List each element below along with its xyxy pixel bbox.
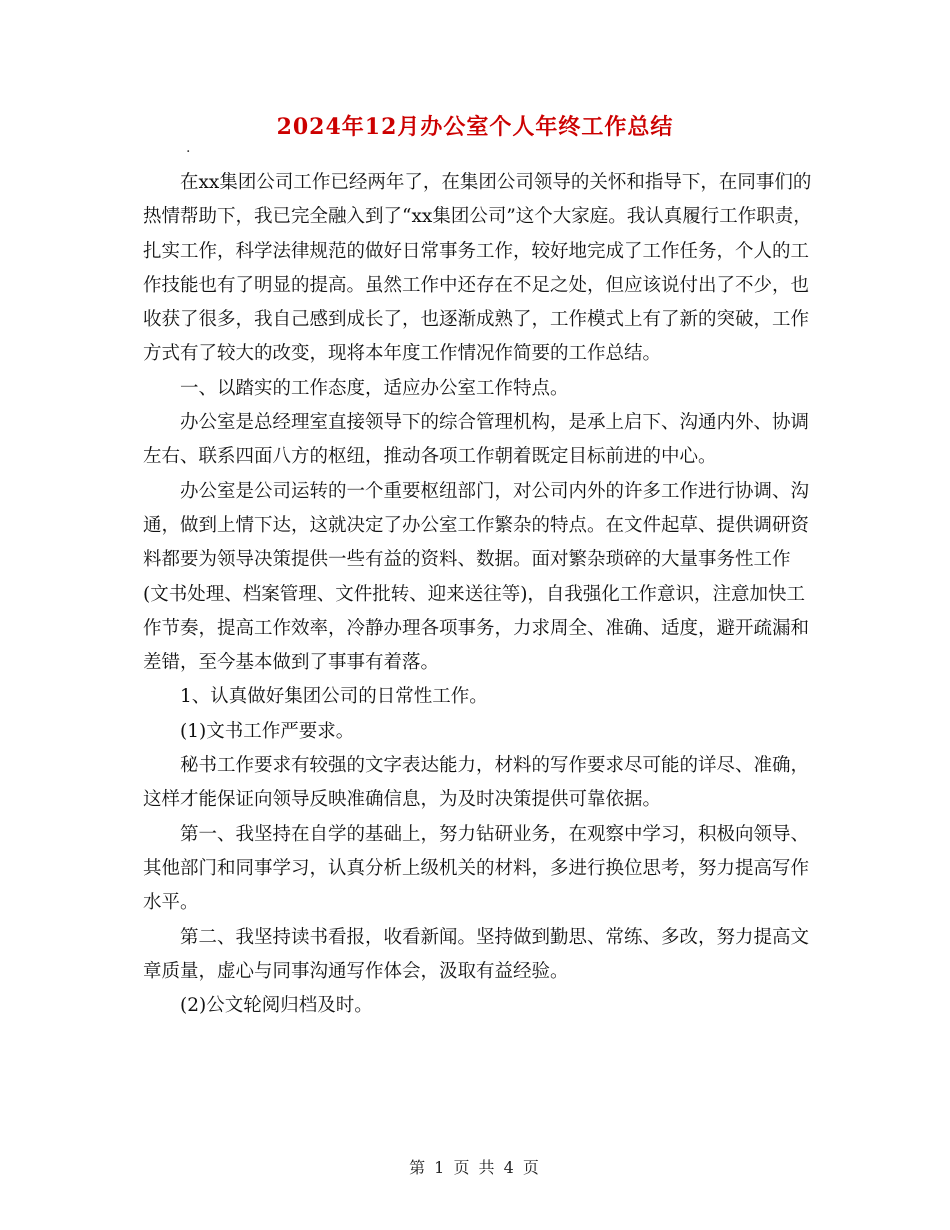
paragraph-office-hub: 办公室是公司运转的一个重要枢纽部门，对公司内外的许多工作进行协调、沟通，做到上情下达，这就决定了办公室工作繁杂的特点。在文件起草、提供调研资料都要为领导决策提供一些有益的资料、数据。面对繁杂琐碎的大量事务性工作(文书处理、档案管理、文件批转、迎来送往等)，自我强化工作意识，注意加快工作节奏，提高工作效率，冷静办理各项事务，力求周全、准确、适度，避开疏漏和差错，至今基本做到了事事有着落。 bbox=[143, 480, 810, 674]
paragraph-second-point: 第二、我坚持读书看报，收看新闻。坚持做到勤思、常练、多改，努力提高文章质量，虚心与同事沟通写作体会，汲取有益经验。 bbox=[143, 926, 810, 982]
paragraph-office-role: 办公室是总经理室直接领导下的综合管理机构，是承上启下、沟通内外、协调左右、联系四面八方的枢纽，推动各项工作朝着既定目标前进的中心。 bbox=[143, 412, 810, 468]
paragraph-intro: 在xx集团公司工作已经两年了，在集团公司领导的关怀和指导下，在同事们的热情帮助下，我已完全融入到了“xx集团公司”这个大家庭。我认真履行工作职责，扎实工作，科学法律规范的做好日常事务工作，较好地完成了工作任务，个人的工作技能也有了明显的提高。虽然工作中还存在不足之处，但应该说付出了不少，也收获了很多，我自己感到成长了，也逐渐成熟了，工作模式上有了新的突破，工作方式有了较大的改变，现将本年度工作情况作简要的工作总结。 bbox=[143, 172, 812, 365]
bullet-dot: . bbox=[186, 140, 191, 156]
document-body bbox=[143, 166, 815, 1023]
page-footer: 第 1 页 共 4 页 bbox=[409, 1158, 541, 1177]
paragraph-secretary-work: 秘书工作要求有较强的文字表达能力，材料的写作要求尽可能的详尽、准确，这样才能保证向领导反映准确信息，为及时决策提供可靠依据。 bbox=[143, 755, 810, 811]
paragraph-first-point: 第一、我坚持在自学的基础上，努力钻研业务，在观察中学习，积极向领导、其他部门和同事学习，认真分析上级机关的材料，多进行换位思考，努力提高写作水平。 bbox=[143, 823, 810, 914]
paragraph-heading-1: 一、以踏实的工作态度，适应办公室工作特点。 bbox=[180, 377, 569, 399]
paragraph-subheading-1-2: (2)公文轮阅归档及时。 bbox=[180, 995, 373, 1017]
paragraph-subheading-1: 1、认真做好集团公司的日常性工作。 bbox=[180, 686, 488, 708]
paragraph-subheading-1-1: (1)文书工作严要求。 bbox=[180, 720, 355, 742]
document-title: 2024年12月办公室个人年终工作总结 bbox=[276, 114, 674, 140]
